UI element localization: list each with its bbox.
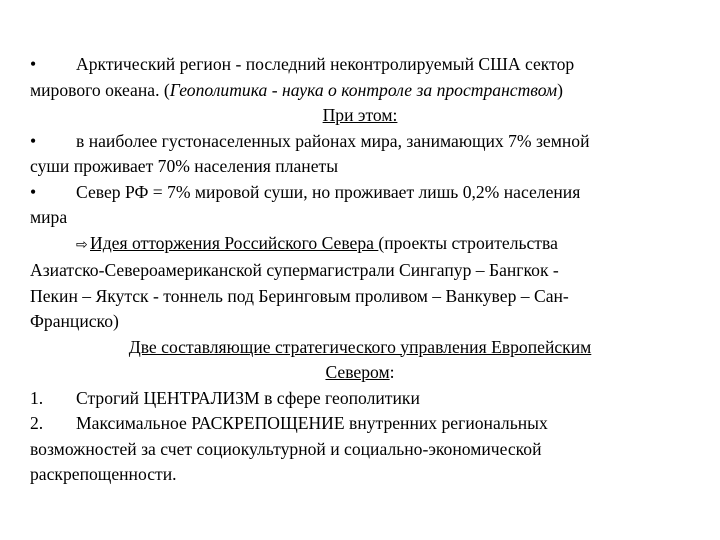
bullet-marker: • bbox=[30, 130, 37, 151]
arrow-right-icon: ⇨ bbox=[76, 236, 88, 253]
bullet-text: Арктический регион - последний неконтролируемый США сектор bbox=[76, 54, 575, 74]
numbered-item-2-cont2: раскрепощенности. bbox=[30, 464, 177, 484]
item-number: 2. bbox=[30, 413, 44, 433]
bullet-text: Север РФ = 7% мировой суши, но проживает лишь 0,2% населения bbox=[76, 181, 581, 202]
paren-close: ) bbox=[557, 79, 563, 100]
numbered-item-1 bbox=[30, 386, 690, 412]
item-text: Строгий ЦЕНТРАЛИЗМ в сфере геополитики bbox=[76, 387, 420, 408]
item-text: Максимальное РАСКРЕПОЩЕНИЕ внутренних региональных bbox=[76, 413, 548, 433]
idea-line-3: Пекин – Якутск - тоннель под Беринговым проливом – Ванкувер – Сан- bbox=[30, 285, 569, 306]
bullet-populated-cont: суши проживает 70% населения планеты bbox=[30, 156, 339, 176]
heading-text: Две составляющие стратегического управления Европейским bbox=[128, 336, 592, 357]
idea-title: Идея отторжения Российского Севера bbox=[90, 232, 379, 253]
heading-two-components-cont bbox=[30, 360, 690, 386]
idea-line-2: Азиатско-Североамериканской супермагистрали Сингапур – Бангкок - bbox=[30, 260, 559, 280]
idea-text: (проекты строительства bbox=[378, 232, 558, 253]
idea-line-4: Франциско) bbox=[30, 311, 119, 331]
bullet-north-rf bbox=[30, 180, 690, 206]
bullet-arctic bbox=[30, 52, 690, 78]
heading-text: При этом: bbox=[322, 105, 398, 125]
numbered-item-2-cont: возможностей за счет социокультурной и социально-экономической bbox=[30, 438, 542, 459]
heading-two-components bbox=[30, 335, 690, 361]
bullet-north-rf-cont: мира bbox=[30, 207, 68, 227]
bullet-marker: • bbox=[30, 181, 37, 202]
item-number: 1. bbox=[30, 387, 44, 408]
bullet-populated bbox=[30, 129, 690, 155]
heading-text: Севером bbox=[325, 362, 390, 382]
geopolitics-definition: Геополитика - наука о контроле за пространством bbox=[169, 79, 558, 100]
bullet-text: в наиболее густонаселенных районах мира, занимающих 7% земной bbox=[76, 130, 590, 151]
idea-line bbox=[30, 231, 690, 259]
heading-pri-etom bbox=[30, 103, 690, 129]
bullet-text-cont: мирового океана. ( bbox=[30, 79, 170, 100]
bullet-marker: • bbox=[30, 54, 37, 74]
numbered-item-2 bbox=[30, 411, 690, 437]
slide-body bbox=[30, 52, 690, 488]
heading-colon: : bbox=[389, 362, 395, 382]
bullet-arctic-cont bbox=[30, 78, 690, 104]
